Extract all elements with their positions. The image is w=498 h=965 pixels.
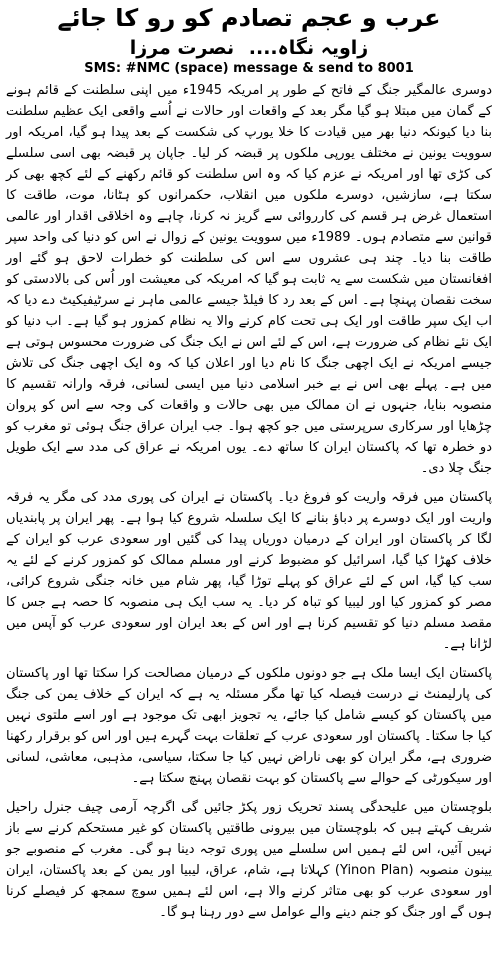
- article-body: [6, 80, 492, 923]
- article-paragraph: پاکستان میں فرقہ واریت کو فروغ دیا۔ پاکستان نے ایران کی پوری مدد کی مگر یہ فرقہ واریت اور ایک دوسرے پر دباؤ بنانے کا ایک سلسلہ شروع کیا ہوا ہے۔ پھر ایران پر پابندیاں لگا کر پاکستان اور ایران کے درمیان دوریاں پیدا کی گئیں اور سعودی عرب کو ایران کے خلاف کھڑا کیا گیا، اسرائیل کو مضبوط کرنے اور مسلم ممالک کو کمزور کرنے کے لئے یہ سب کیا گیا، اس کے لئے عراق کو پہلے توڑا گیا، پھر شام میں خانہ جنگی شروع کرائی، مصر کو کمزور کیا اور لیبیا کو تباہ کر دیا۔ یہ سب ایک ہی منصوبہ کا حصہ ہے جس کا مقصد مسلم دنیا کو تقسیم کرنا ہے اور اس کے بعد ایران اور سعودی عرب کو آپس میں لڑانا ہے۔: [6, 490, 492, 652]
- author-name: نصرت مرزا: [129, 37, 235, 59]
- byline: [6, 36, 492, 60]
- article-paragraph: بلوچستان میں علیحدگی پسند تحریک زور پکڑ جائیں گی اگرچہ آرمی چیف جنرل راحیل شریف کہتے ہیں کہ بلوچستان میں بیرونی طاقتیں پاکستان کو غیر مستحکم کرنے سے باز نہیں آئیں، اس لئے ہمیں اس سلسلے میں پوری توجہ دینا ہو گی۔ مغرب کے منصوبے جو یینون منصوبہ (Yinon Plan) کہلاتا ہے، شام، عراق، لیبیا اور یمن کے بعد پاکستان، ایران اور سعودی عرب کو بھی متاثر کرنے والا ہے، اس لئے ہمیں سوچ سمجھ کر فیصلے کرنا ہوں گے اور جنگ کو جنم دینے والے عوامل سے دور رہنا ہو گا۔: [6, 800, 493, 920]
- byline-separator: [234, 37, 242, 59]
- sms-instruction: SMS: #NMC (space) message & send to 8001: [84, 61, 414, 76]
- article-paragraph: پاکستان ایک ایسا ملک ہے جو دونوں ملکوں کے درمیان مصالحت کرا سکتا تھا اور پاکستان کی پارلیمنٹ نے درست فیصلہ کیا تھا مگر مسئلہ یہ ہے کہ ایران کے خلاف یمن کی جنگ میں پاکستان کو کیسے شامل کیا جائے، یہ تجویز ابھی تک موجود ہے اور اسے ملتوی نہیں کیا جا سکتا۔ پاکستان اور سعودی عرب کے تعلقات بہت گہرے ہیں اور اس کو برقرار رکھنا ضروری ہے، مگر ایران کو بھی ناراض نہیں کیا جا سکتا، سیاسی، مذہبی، معاشی، لسانی اور سیکورٹی کے حوالے سے پاکستان کو بہت نقصان پہنچ سکتا ہے۔: [6, 666, 492, 786]
- article-title: عرب و عجم تصادم کو رو کا جائے: [57, 4, 441, 32]
- article-paragraph: دوسری عالمگیر جنگ کے فاتح کے طور پر امریکہ 1945ء میں اپنی سلطنت کے قائم ہونے کے گمان میں مبتلا ہو گیا مگر بعد کے واقعات اور حالات نے اُسے واقعی ایک عظیم سلطنت بنا دیا کیونکہ دنیا بھر میں قیادت کا خلا یورپ کی شکست کے بعد پیدا ہو گیا، امریکہ اور سوویت یونین نے مختلف یورپی ملکوں پر قبضہ کر لیا۔ جاپان پر قبضہ بھی اسی سلسلے کی کڑی تھا اور امریکہ نے عزم کیا کہ وہ اس سلطنت کو قائم رکھنے کے لئے کچھ بھی کر سکتا ہے، سازشیں، دوسرے ملکوں میں انقلاب، حکمرانوں کو ہٹانا، موت، طاقت کا استعمال غرض ہر قسم کی کارروائی سے گریز نہ کرنا، چاہے وہ اخلاقی اقدار اور عالمی قوانین سے متصادم ہوں۔ 1989ء میں سوویت یونین کے زوال نے اس کو دنیا کی واحد سپر طاقت بنا دیا۔ چند ہی عشروں سے اس کی سلطنت کو خطرات لاحق ہو گئے اور افغانستان میں شکست سے یہ ثابت ہو گیا کہ امریکہ کی معیشت اور اُس کی بالادستی کو سخت نقصان پہنچا ہے۔ اس کے بعد رد کا فیلڈ جیسے عالمی ماہر نے سرٹیفیکیٹ دے دیا کہ اب ایک سپر طاقت اور ایک ہی تحت کام کرنے والا یہ نظام کمزور ہو گیا ہے۔ اب دنیا کو ایک نئے نظام کی ضرورت ہے، اس کے لئے اس نے ایک جنگ کی ضرورت محسوس ہوتی ہے جیسے امریکہ نے ایک اچھی جنگ کا نام دیا اور اعلان کیا کہ وہ ایک اچھی جنگ کی تلاش میں ہے۔ پہلے بھی اس نے بے خبر اسلامی دنیا میں ایسی لسانی، فرقہ وارانہ تقسیم کا منصوبہ بنایا، جنہوں نے ان ممالک میں بھی حالات و واقعات کی وجہ سے اس کو پروان چڑھایا اور سرکاری سرپرستی میں جو کچھ ہوا۔ جب ایران عراق جنگ ہوئی تو مغرب کو دو خطرہ تھا کہ پاکستان ایران کا ساتھ دے۔ یوں امریکہ نے عراق کی مدد سے ایک طویل جنگ چلا دی۔: [6, 83, 493, 476]
- column-name: زاویہ نگاہ....: [248, 37, 369, 59]
